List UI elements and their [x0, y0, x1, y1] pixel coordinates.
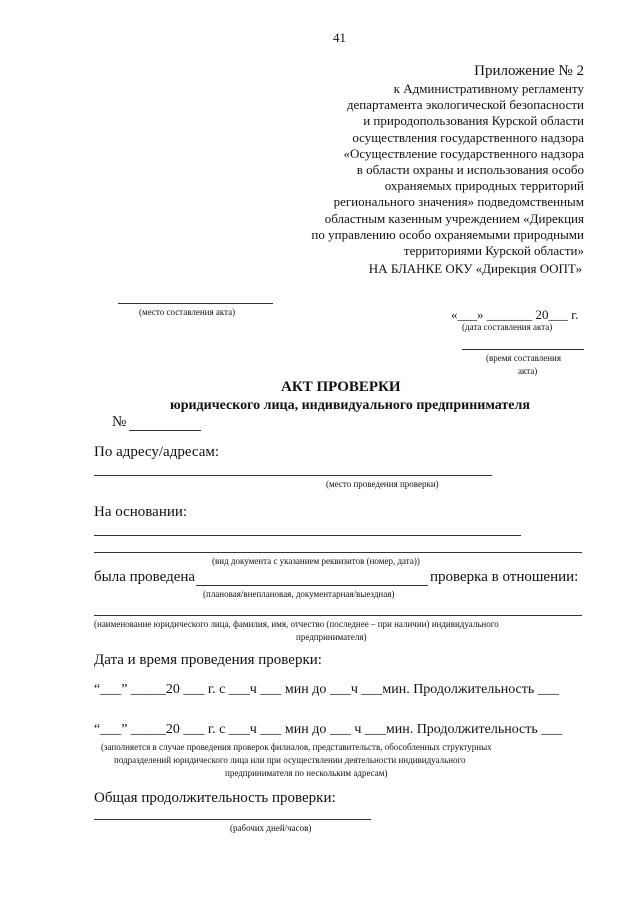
conducted-suffix: проверка в отношении: [430, 569, 579, 585]
datetime-note: предпринимателя по нескольким адресам) [225, 768, 388, 778]
basis-label: На основании: [94, 504, 188, 520]
appendix-line: областным казенным учреждением «Дирекция [324, 210, 584, 226]
appendix-title: Приложение № 2 [474, 63, 584, 79]
conducted-line [196, 585, 428, 586]
total-caption: (рабочих дней/часов) [230, 823, 312, 833]
act-date-caption: (дата составления акта) [462, 322, 553, 332]
address-line [94, 475, 492, 476]
time-caption: (время составления [486, 353, 561, 363]
subject-caption: (наименование юридического лица, фамилия, имя, отчество (последнее – при наличии) индивидуального [94, 619, 499, 629]
basis-line [94, 535, 521, 536]
basis-caption: (вид документа с указанием реквизитов (номер, дата)) [212, 556, 420, 566]
appendix-line: в области охраны и использования особо [356, 162, 584, 178]
place-caption: (место составления акта) [139, 307, 236, 317]
subject-caption: предпринимателя) [296, 632, 367, 642]
appendix-header [311, 62, 584, 259]
time-line [462, 349, 584, 350]
time-caption: акта) [518, 366, 538, 376]
act-date-field: «___» _______ 20___ г. [451, 307, 579, 322]
datetime-label: Дата и время проведения проверки: [94, 652, 322, 668]
act-number-line [129, 430, 201, 431]
address-label: По адресу/адресам: [94, 444, 220, 460]
total-label: Общая продолжительность проверки: [94, 790, 336, 806]
datetime-row: “___” _____20 ___ г. с ___ч ___ мин до ___ч ___мин. Продолжительность ___ [94, 682, 559, 697]
total-line [94, 819, 371, 820]
datetime-note: подразделений юридического лица или при осуществлении деятельности индивидуального [114, 755, 466, 765]
appendix-line: и природопользования Курской области [363, 113, 584, 129]
conducted-caption: (плановая/внеплановая, документарная/выездная) [203, 589, 395, 599]
page-number: 41 [333, 30, 346, 45]
datetime-note: (заполняется в случае проведения проверок филиалов, представительств, обособленных структурных [101, 742, 492, 752]
act-title: АКТ ПРОВЕРКИ [281, 379, 401, 395]
conducted-prefix: была проведена [94, 569, 196, 585]
appendix-line: регионального значения» подведомственным [333, 194, 584, 210]
appendix-line: охраняемых природных территорий [384, 178, 584, 194]
blank-note: НА БЛАНКЕ ОКУ «Дирекция ООПТ» [368, 261, 582, 276]
address-caption: (место проведения проверки) [326, 479, 439, 489]
place-line [118, 303, 273, 304]
appendix-line: «Осуществление государственного надзора [343, 145, 584, 161]
act-subtitle: юридического лица, индивидуального предпринимателя [170, 398, 530, 413]
appendix-line: территориями Курской области» [403, 243, 584, 259]
appendix-line: по управлению особо охраняемыми природными [311, 226, 584, 242]
datetime-row: “___” _____20 ___ г. с ___ч ___ мин до ___ ч ___мин. Продолжительность ___ [94, 722, 563, 737]
act-number-label: № [112, 414, 127, 430]
basis-line [94, 552, 582, 553]
subject-line [94, 615, 582, 616]
appendix-line: департамента экологической безопасности [346, 97, 584, 113]
appendix-line: к Административному регламенту [393, 81, 584, 96]
appendix-line: осуществления государственного надзора [352, 129, 584, 145]
